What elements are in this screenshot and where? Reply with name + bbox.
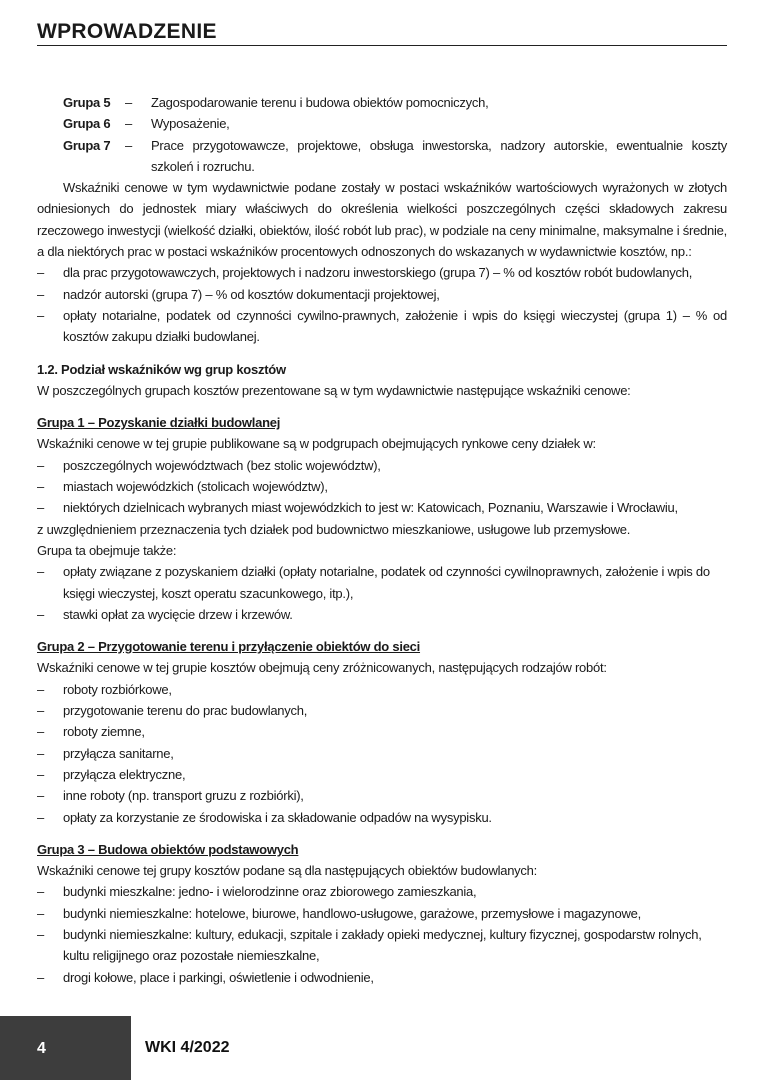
- list-dash: –: [37, 479, 44, 495]
- list-dash: –: [37, 457, 44, 473]
- group-row: [37, 92, 727, 113]
- group-row: [37, 135, 727, 178]
- group1-also: Grupa ta obejmuje także:: [37, 542, 177, 558]
- list-item: [37, 305, 727, 348]
- list-item: [37, 679, 727, 700]
- list-dash: –: [37, 809, 44, 825]
- group3-intro: Wskaźniki cenowe tej grupy kosztów podane są dla następujących obiektów budowlanych:: [37, 863, 538, 879]
- list-dash: –: [37, 265, 44, 281]
- list-item-text: przyłącza elektryczne,: [63, 766, 186, 782]
- group-desc: Zagospodarowanie terenu i budowa obiektów pomocniczych,: [151, 95, 489, 110]
- list-dash: –: [37, 307, 44, 323]
- list-dash: –: [37, 926, 44, 942]
- list-item-text: miastach wojewódzkich (stolicach województw),: [63, 479, 328, 495]
- group3-heading: Grupa 3 – Budowa obiektów podstawowych: [37, 841, 299, 857]
- list-dash: –: [37, 681, 44, 697]
- list-item: [37, 604, 727, 625]
- list-item: [37, 284, 727, 305]
- list-item-text: przygotowanie terenu do prac budowlanych,: [63, 703, 308, 719]
- list-item: [37, 476, 727, 497]
- intro-paragraph: Wskaźniki cenowe w tym wydawnictwie podane zostały w postaci wskaźników wartościowych wyrażonych w złotych odniesionych do jednostek miary właściwych do określenia wielkości poszczególnych części składowych zakresu rzeczowego inwestycji (wielkość działki, obiektów, ilość robót lub prac), w podziale na ceny minimalne, maksymalne i średnie, a dla niektórych prac w postaci wskaźników procentowych odnoszonych do wskazanych w wydawnictwie kosztów, np.:: [37, 180, 727, 260]
- list-dash: –: [37, 724, 44, 740]
- list-item: [37, 561, 727, 604]
- list-dash: –: [37, 766, 44, 782]
- list-item: [37, 262, 727, 283]
- list-item-text: roboty ziemne,: [63, 724, 145, 740]
- footer-page-box: [0, 1016, 131, 1080]
- header-rule: [37, 45, 727, 46]
- group1-heading: Grupa 1 – Pozyskanie działki budowlanej: [37, 415, 281, 431]
- list-item: [37, 455, 727, 476]
- list-item-text: budynki mieszkalne: jedno- i wielorodzinne oraz zbiorowego zamieszkania,: [63, 884, 477, 900]
- list-item-text: budynki niemieszkalne: kultury, edukacji, szpitale i zakłady opieki medycznej, kultury fizycznej, gospodarstw rolnych, kultu religijnego oraz pozostałe niemieszkalne,: [63, 926, 702, 964]
- group-dash: –: [125, 116, 132, 132]
- page-body: [37, 92, 727, 988]
- list-item: [37, 743, 727, 764]
- list-item: [37, 700, 727, 721]
- list-dash: –: [37, 564, 44, 580]
- group-name: Grupa 6: [63, 116, 111, 132]
- list-dash: –: [37, 606, 44, 622]
- list-dash: –: [37, 286, 44, 302]
- list-dash: –: [37, 884, 44, 900]
- list-item: [37, 497, 727, 518]
- list-item-text: opłaty notarialne, podatek od czynności cywilno-prawnych, założenie i wpis do księgi wieczystej (grupa 1) – % od kosztów zakupu działki budowlanej.: [63, 307, 727, 345]
- list-item-text: nadzór autorski (grupa 7) – % od kosztów dokumentacji projektowej,: [63, 286, 440, 302]
- group-name: Grupa 7: [63, 137, 111, 153]
- list-dash: –: [37, 703, 44, 719]
- list-item: [37, 807, 727, 828]
- group1-after: z uwzględnieniem przeznaczenia tych działek pod budownictwo mieszkaniowe, usługowe lub przemysłowe.: [37, 521, 631, 537]
- list-dash: –: [37, 788, 44, 804]
- group1-intro: Wskaźniki cenowe w tej grupie publikowane są w podgrupach obejmujących rynkowe ceny działek w:: [37, 436, 596, 452]
- list-dash: –: [37, 745, 44, 761]
- list-item: [37, 967, 727, 988]
- group-desc: Prace przygotowawcze, projektowe, obsługa inwestorska, nadzory autorskie, ewentualnie koszty szkoleń i rozruchu.: [151, 137, 727, 174]
- group-row: [37, 113, 727, 134]
- group-dash: –: [125, 137, 132, 153]
- list-item-text: poszczególnych województwach (bez stolic województw),: [63, 457, 381, 473]
- list-item: [37, 881, 727, 902]
- section-text: W poszczególnych grupach kosztów prezentowane są w tym wydawnictwie następujące wskaźniki cenowe:: [37, 382, 631, 398]
- list-item-text: roboty rozbiórkowe,: [63, 681, 172, 697]
- list-item-text: dla prac przygotowawczych, projektowych i nadzoru inwestorskiego (grupa 7) – % od kosztów robót budowlanych,: [63, 265, 693, 281]
- footer-publication: WKI 4/2022: [145, 1039, 230, 1056]
- section-heading: 1.2. Podział wskaźników wg grup kosztów: [37, 361, 286, 377]
- list-item: [37, 785, 727, 806]
- list-dash: –: [37, 969, 44, 985]
- group-desc: Wyposażenie,: [151, 116, 230, 132]
- group2-intro: Wskaźniki cenowe w tej grupie kosztów obejmują ceny zróżnicowanych, następujących rodzajów robót:: [37, 660, 607, 676]
- list-item-text: przyłącza sanitarne,: [63, 745, 174, 761]
- footer-page-number: 4: [37, 1040, 46, 1057]
- list-dash: –: [37, 905, 44, 921]
- list-item-text: drogi kołowe, place i parkingi, oświetlenie i odwodnienie,: [63, 969, 374, 985]
- list-item-text: stawki opłat za wycięcie drzew i krzewów.: [63, 606, 293, 622]
- list-item-text: niektórych dzielnicach wybranych miast wojewódzkich to jest w: Katowicach, Poznaniu, Warszawie i Wrocławiu,: [63, 500, 678, 516]
- page-header-title: WPROWADZENIE: [37, 20, 217, 43]
- list-item-text: inne roboty (np. transport gruzu z rozbiórki),: [63, 788, 304, 804]
- list-dash: –: [37, 500, 44, 516]
- group-name: Grupa 5: [63, 95, 111, 110]
- list-item-text: opłaty związane z pozyskaniem działki (opłaty notarialne, podatek od czynności cywilnoprawnych, założenie i wpis do księgi wieczystej, koszt operatu szacunkowego, itp.),: [63, 564, 710, 601]
- group-dash: –: [125, 95, 132, 110]
- group2-heading: Grupa 2 – Przygotowanie terenu i przyłączenie obiektów do sieci: [37, 639, 421, 655]
- list-item: [37, 924, 727, 967]
- list-item: [37, 721, 727, 742]
- list-item-text: budynki niemieszkalne: hotelowe, biurowe, handlowo-usługowe, garażowe, przemysłowe i magazynowe,: [63, 905, 641, 921]
- list-item: [37, 903, 727, 924]
- list-item: [37, 764, 727, 785]
- list-item-text: opłaty za korzystanie ze środowiska i za składowanie odpadów na wysypisku.: [63, 809, 492, 825]
